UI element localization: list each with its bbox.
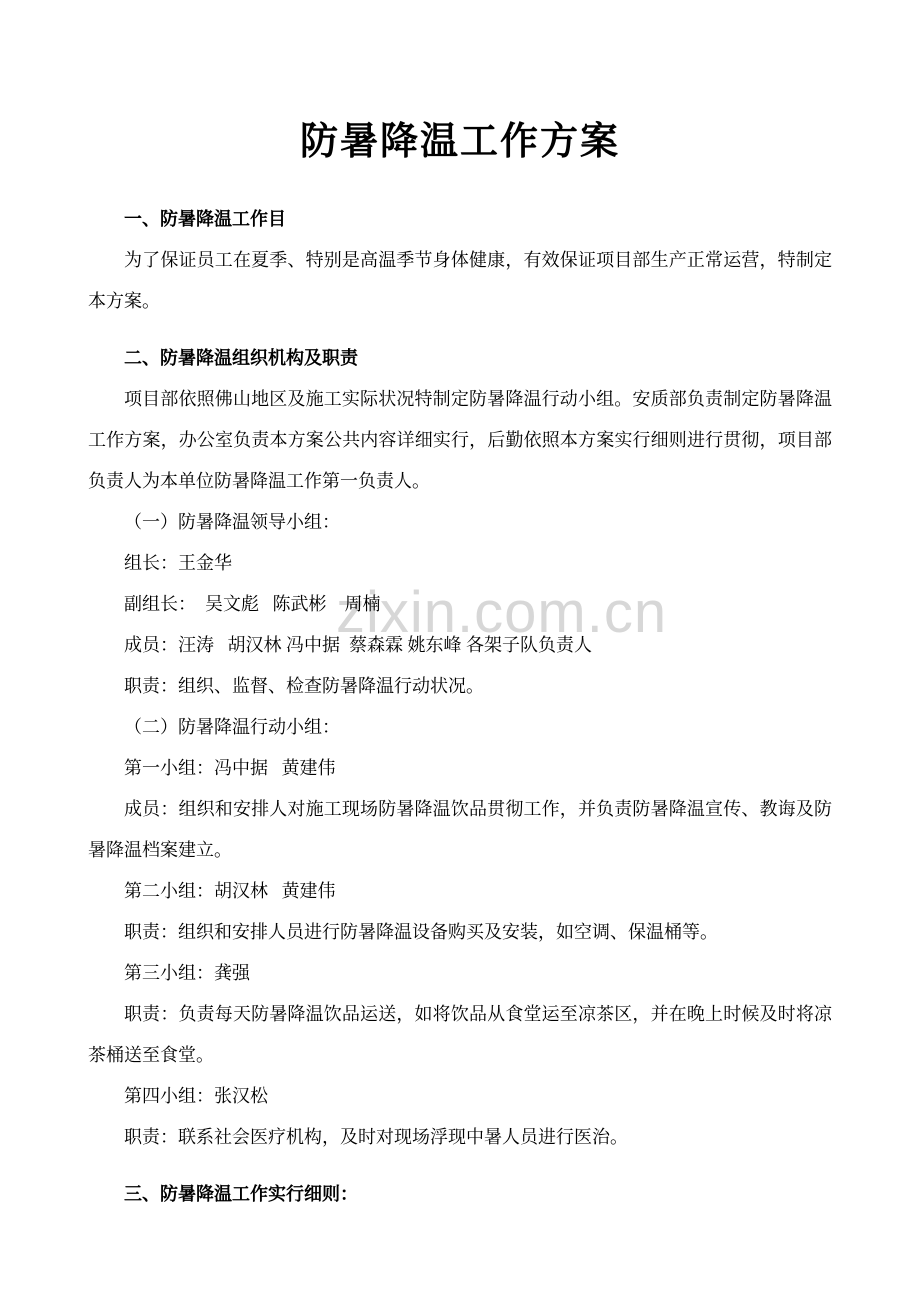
group-4-duty: 职责：联系社会医疗机构，及时对现场浮现中暑人员进行医治。: [124, 1127, 628, 1147]
leader-line: 组长：王金华: [124, 553, 232, 573]
paragraph: 项目部依照佛山地区及施工实际状况特制定防暑降温行动小组。安质部负责制定防暑降温工作方案，办公室负责本方案公共内容详细实行，后勤依照本方案实行细则进行贯彻，项目部负责人为本单位防暑降温工作第一负责人。: [88, 389, 832, 491]
duty-line: 职责：组织、监督、检查防暑降温行动状况。: [124, 676, 484, 696]
document-content: [88, 118, 832, 1215]
group-1-duty: 成员：组织和安排人对施工现场防暑降温饮品贯彻工作，并负责防暑降温宣传、教诲及防暑降温档案建立。: [88, 799, 832, 860]
section-heading-2: 二、防暑降温组织机构及职责: [124, 348, 358, 368]
section-heading-3: 三、防暑降温工作实行细则：: [124, 1184, 358, 1204]
subsection-label-2: （二）防暑降温行动小组：: [124, 717, 340, 737]
section-heading-1: 一、防暑降温工作目: [124, 209, 286, 229]
subsection-label-1: （一）防暑降温领导小组：: [124, 512, 340, 532]
deputy-leaders-line: 副组长： 吴文彪 陈武彬 周楠: [124, 594, 381, 614]
members-line: 成员：汪涛 胡汉林 冯中据 蔡森霖 姚东峰 各架子队负责人: [124, 635, 592, 655]
watermark: zixin.com.cn: [336, 580, 668, 645]
group-3-duty: 职责：负责每天防暑降温饮品运送，如将饮品从食堂运至凉茶区，并在晚上时候及时将凉茶桶送至食堂。: [88, 1004, 832, 1065]
group-4-line: 第四小组：张汉松: [124, 1086, 268, 1106]
group-2-line: 第二小组：胡汉林 黄建伟: [124, 881, 336, 901]
paragraph: 为了保证员工在夏季、特别是高温季节身体健康，有效保证项目部生产正常运营，特制定本方案。: [88, 250, 832, 311]
group-1-line: 第一小组：冯中据 黄建伟: [124, 758, 336, 778]
document-title: 防暑降温工作方案: [299, 121, 620, 163]
group-3-line: 第三小组：龚强: [124, 963, 250, 983]
group-2-duty: 职责：组织和安排人员进行防暑降温设备购买及安装，如空调、保温桶等。: [124, 922, 718, 942]
